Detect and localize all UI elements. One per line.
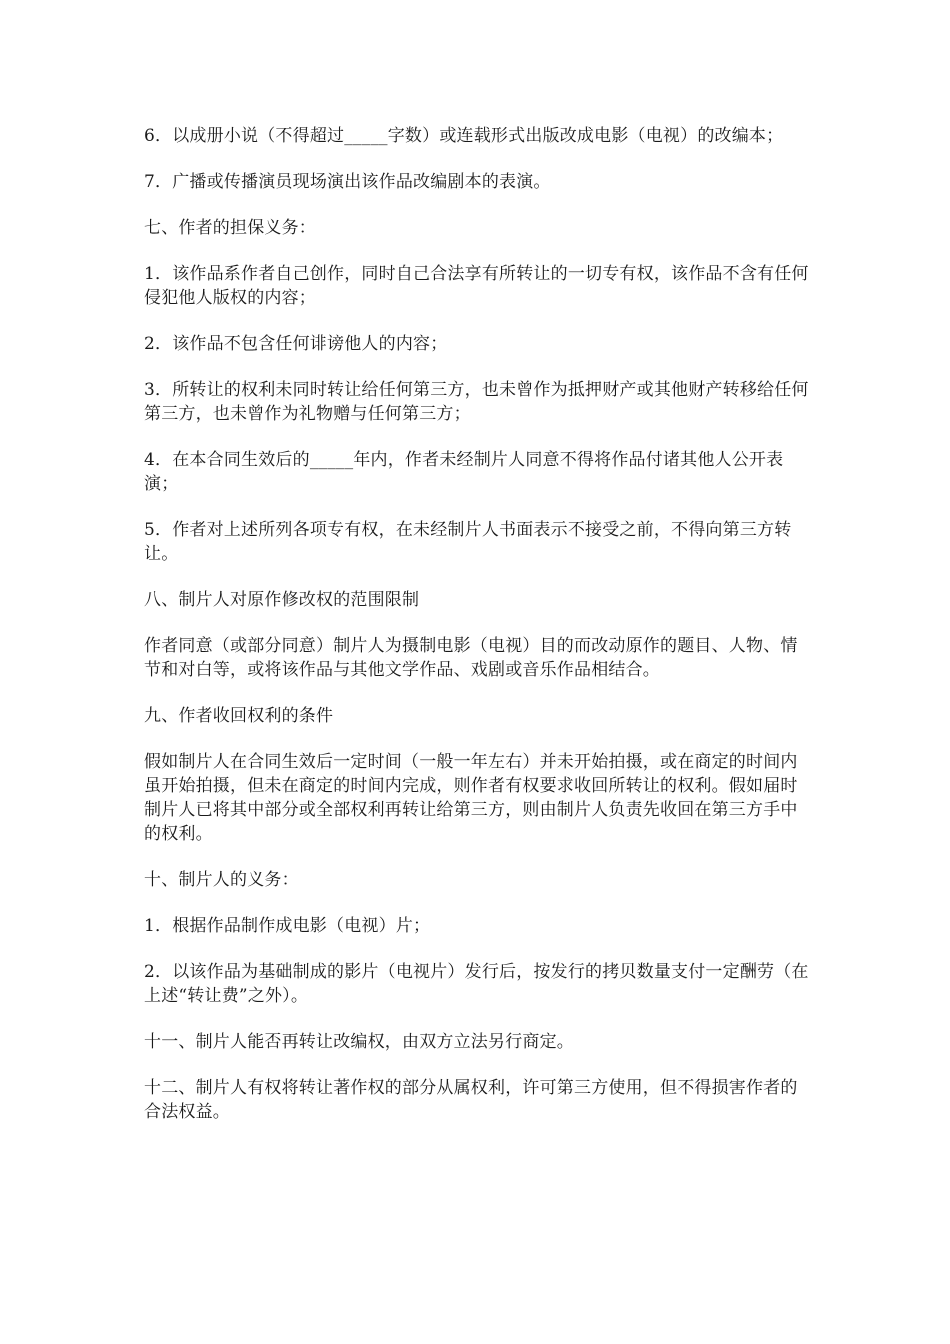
producer-duty-2-text: 2．以该作品为基础制成的影片（电视片）发行后，按发行的拷贝数量支付一定酬劳（在上述“转让费”之外）。 <box>144 962 809 1006</box>
document-page <box>144 124 810 1146</box>
guarantee-2-text: 2．该作品不包含任何诽谤他人的内容； <box>144 334 448 354</box>
guarantee-4-text: 4．在本合同生效后的_____年内，作者未经制片人同意不得将作品付诸其他人公开表演； <box>144 450 784 494</box>
clause-6-text: 6．以成册小说（不得超过_____字数）或连载形式出版改成电影（电视）的改编本； <box>144 126 784 146</box>
section-12-text: 十二、制片人有权将转让著作权的部分从属权利，许可第三方使用，但不得损害作者的合法权益。 <box>144 1078 798 1122</box>
section-8-heading: 八、制片人对原作修改权的范围限制 <box>144 590 420 610</box>
section-7-heading: 七、作者的担保义务： <box>144 218 316 238</box>
section-9-heading: 九、作者收回权利的条件 <box>144 706 334 726</box>
guarantee-1-text: 1．该作品系作者自己创作，同时自己合法享有所转让的一切专有权，该作品不含有任何侵犯他人版权的内容； <box>144 264 809 308</box>
section-9-text: 假如制片人在合同生效后一定时间（一般一年左右）并未开始拍摄，或在商定的时间内虽开始拍摄，但未在商定的时间内完成，则作者有权要求收回所转让的权利。假如届时制片人已将其中部分或全部权利再转让给第三方，则由制片人负责先收回在第三方手中的权利。 <box>144 752 798 844</box>
guarantee-3-text: 3．所转让的权利未同时转让给任何第三方，也未曾作为抵押财产或其他财产转移给任何第三方，也未曾作为礼物赠与任何第三方； <box>144 380 809 424</box>
producer-duty-1-text: 1．根据作品制作成电影（电视）片； <box>144 916 431 936</box>
section-8-text: 作者同意（或部分同意）制片人为摄制电影（电视）目的而改动原作的题目、人物、情节和对白等，或将该作品与其他文学作品、戏剧或音乐作品相结合。 <box>144 636 798 680</box>
guarantee-5-text: 5．作者对上述所列各项专有权，在未经制片人书面表示不接受之前，不得向第三方转让。 <box>144 520 792 564</box>
clause-7-text: 7．广播或传播演员现场演出该作品改编剧本的表演。 <box>144 172 551 192</box>
section-11-text: 十一、制片人能否再转让改编权，由双方立法另行商定。 <box>144 1032 574 1052</box>
section-10-heading: 十、制片人的义务： <box>144 870 299 890</box>
